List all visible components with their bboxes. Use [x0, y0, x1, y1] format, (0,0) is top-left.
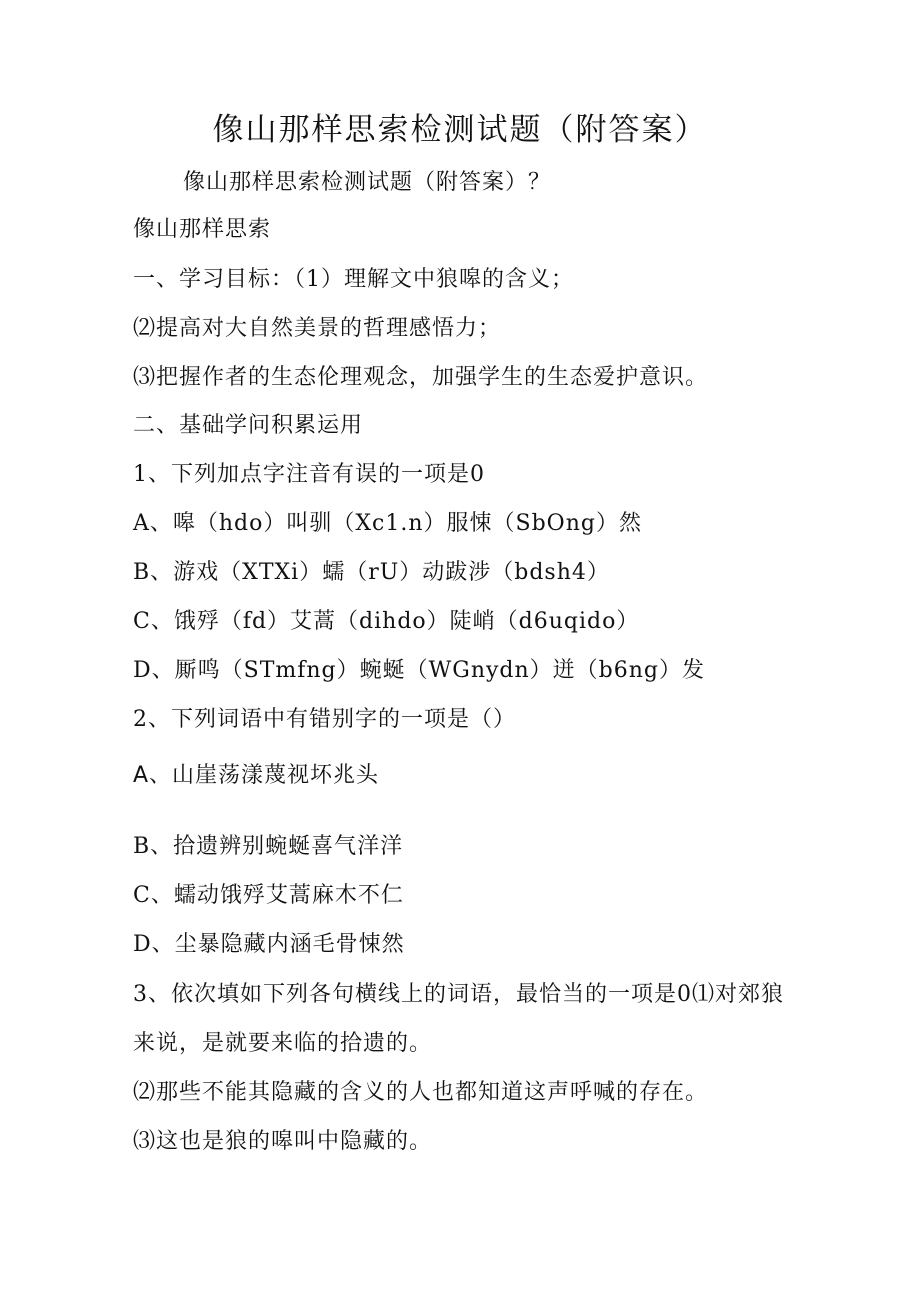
question-1-option-b: B、游戏（XTXi）蠕（rU）动跋涉（bdsh4）: [133, 560, 610, 585]
question-2-option-c: C、蠕动饿殍艾蒿麻木不仁: [133, 883, 404, 908]
document-title: 像山那样思索检测试题（附答案）: [212, 112, 708, 148]
question-3-item-3: ⑶这也是狼的嗥叫中隐藏的。: [133, 1129, 433, 1154]
question-1: 1、下列加点字注音有误的一项是0: [133, 462, 485, 487]
question-1-option-c: C、饿殍（fd）艾蒿（dihdo）陡峭（d6uqido）: [133, 609, 640, 634]
question-3-continuation: 来说，是就要来临的拾遗的。: [133, 1031, 433, 1056]
document-subtitle: 像山那样思索检测试题（附答案）？: [183, 170, 552, 195]
question-1-option-d: D、厮鸣（STmfng）蜿蜒（WGnydn）迸（b6ng）发: [133, 658, 706, 683]
section-heading: 像山那样思索: [133, 217, 272, 242]
question-2-option-d: D、尘暴隐藏内涵毛骨悚然: [133, 932, 405, 957]
learning-goal-2: ⑵提高对大自然美景的哲理感悟力；: [133, 316, 502, 341]
learning-goal-3: ⑶把握作者的生态伦理观念，加强学生的生态爱护意识。: [133, 365, 709, 390]
question-1-option-a: A、嗥（hdo）叫驯（Xc1.n）服悚（SbOng）然: [133, 511, 642, 536]
question-3-item-2: ⑵那些不能其隐藏的含义的人也都知道这声呼喊的存在。: [133, 1080, 709, 1105]
question-2: 2、下列词语中有错别字的一项是（）: [133, 707, 516, 732]
question-3: 3、依次填如下列各句横线上的词语，最恰当的一项是0⑴对郊狼: [133, 982, 784, 1007]
question-2-option-b: B、拾遗辨别蜿蜒喜气洋洋: [133, 834, 404, 859]
question-2-option-a: A、山崖荡漾蔑视坏兆头: [133, 763, 380, 788]
learning-goal-1: 一、学习目标：（1）理解文中狼嗥的含义；: [133, 267, 574, 292]
section-two-heading: 二、基础学问积累运用: [133, 413, 364, 438]
